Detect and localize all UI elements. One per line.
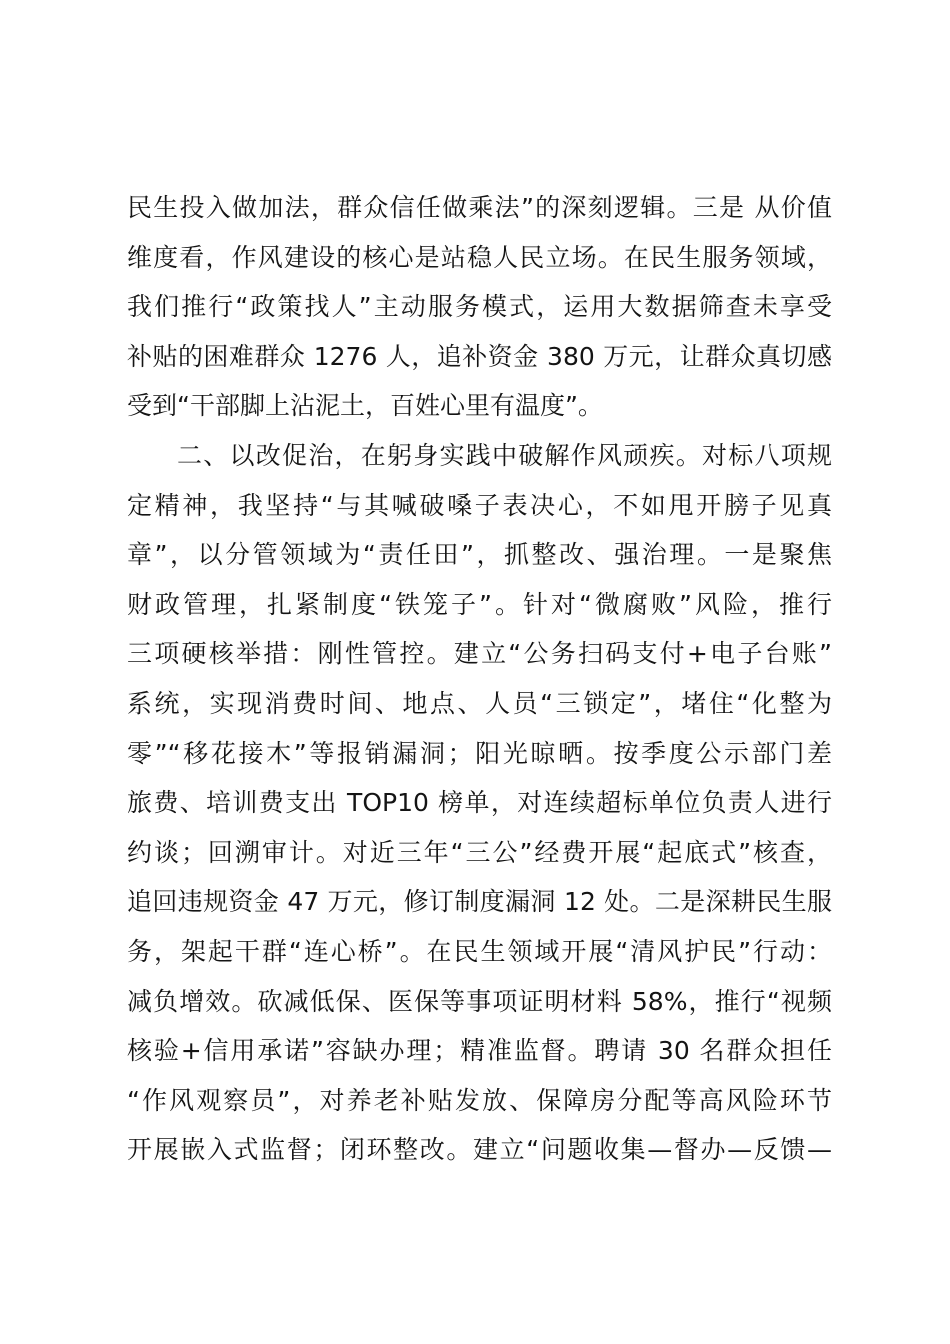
text-line: 减负增效。砍减低保、医保等事项证明材料 58%，推行“视频 — [127, 986, 832, 1016]
text-line: 定精神，我坚持“与其喊破嗓子表决心，不如甩开膀子见真 — [127, 490, 832, 520]
text-line: 受到“干部脚上沾泥土，百姓心里有温度”。 — [127, 391, 603, 421]
text-line: 开展嵌入式监督；闭环整改。建立“问题收集—督办—反馈— — [127, 1135, 832, 1165]
text-line: 财政管理，扎紧制度“铁笼子”。针对“微腐败”风险，推行 — [127, 589, 832, 619]
body-text — [127, 183, 832, 1175]
text-line: 章”，以分管领域为“责任田”，抓整改、强治理。一是聚焦 — [127, 540, 832, 570]
text-line: 核验+信用承诺”容缺办理；精准监督。聘请 30 名群众担任 — [127, 1036, 832, 1066]
text-line: 我们推行“政策找人”主动服务模式，运用大数据筛查未享受 — [127, 292, 832, 322]
paragraph-heading-line: 二、以改促治，在躬身实践中破解作风顽疾。对标八项规 — [177, 440, 832, 470]
text-line: 维度看，作风建设的核心是站稳人民立场。在民生服务领域， — [127, 242, 832, 272]
text-line: 追回违规资金 47 万元，修订制度漏洞 12 处。二是深耕民生服 — [127, 887, 832, 917]
text-line: “作风观察员”，对养老补贴发放、保障房分配等高风险环节 — [127, 1085, 832, 1115]
text-line: 约谈；回溯审计。对近三年“三公”经费开展“起底式”核查， — [127, 837, 832, 867]
text-line: 民生投入做加法，群众信任做乘法”的深刻逻辑。三是 从价值 — [127, 193, 832, 222]
text-line: 零”“移花接木”等报销漏洞；阳光晾晒。按季度公示部门差 — [127, 738, 832, 768]
text-line: 旅费、培训费支出 TOP10 榜单，对连续超标单位负责人进行 — [127, 788, 832, 818]
text-line: 务，架起干群“连心桥”。在民生领域开展“清风护民”行动： — [127, 936, 832, 966]
text-line: 补贴的困难群众 1276 人，追补资金 380 万元，让群众真切感 — [127, 341, 832, 371]
text-line: 三项硬核举措：刚性管控。建立“公务扫码支付+电子台账” — [127, 639, 832, 669]
text-line: 系统，实现消费时间、地点、人员“三锁定”，堵住“化整为 — [127, 688, 832, 718]
